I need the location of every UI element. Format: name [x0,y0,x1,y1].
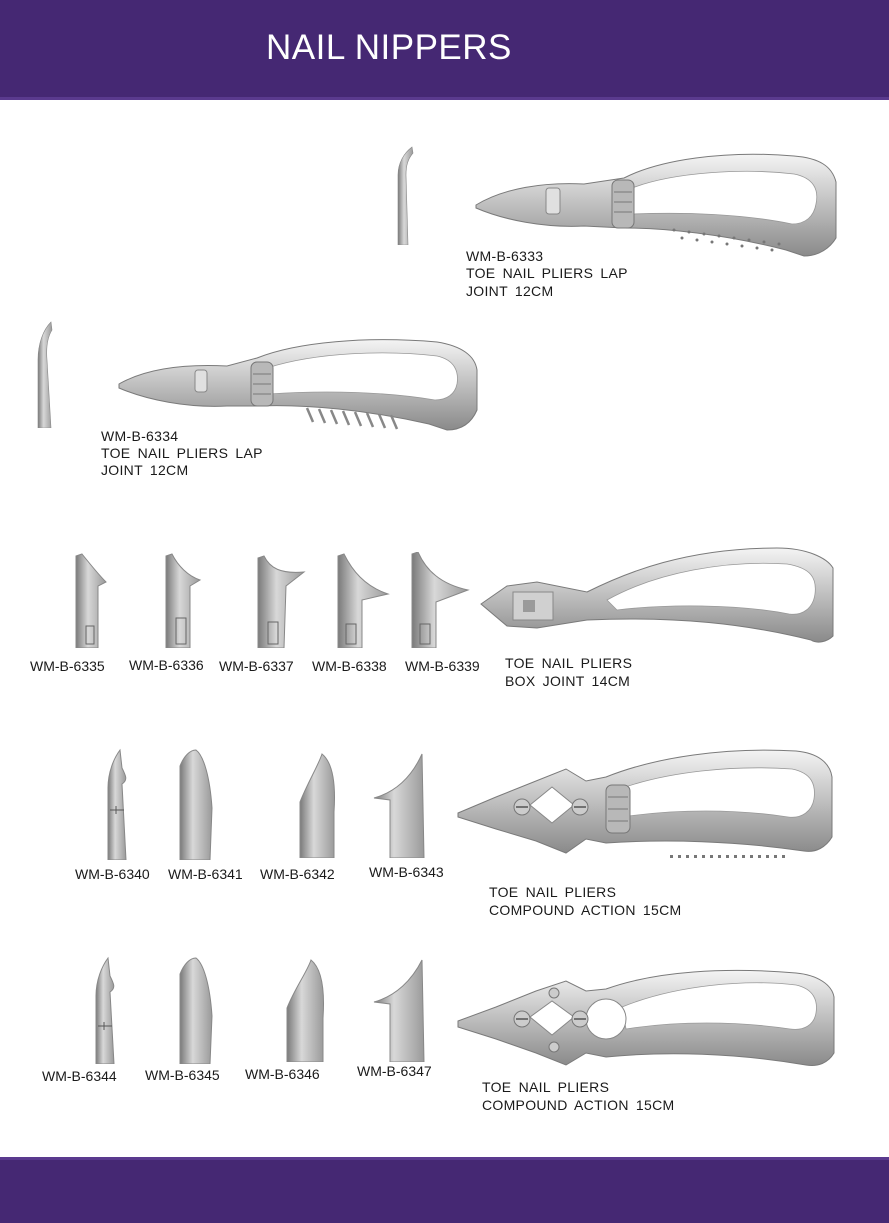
product-description-line1: TOE NAIL PLIERS [505,655,633,671]
product-code: WM-B-6346 [245,1066,320,1082]
tip-closeup-image [178,956,214,1064]
tip-closeup-image [254,552,306,648]
product-description-line1: TOE NAIL PLIERS LAP [101,445,263,461]
product-description-line1: TOE NAIL PLIERS LAP [466,265,628,281]
product-description-line1: TOE NAIL PLIERS [482,1079,610,1095]
product-code: WM-B-6336 [129,657,204,673]
product-code: WM-B-6341 [168,866,243,882]
product-description-line2: JOINT 12CM [101,462,189,478]
tip-closeup-image [298,752,338,858]
product-code: WM-B-6347 [357,1063,432,1079]
tip-closeup-image [72,552,108,648]
page-header [0,0,889,100]
product-code: WM-B-6342 [260,866,335,882]
nail-nipper-lap-joint-image [474,150,839,262]
page-title: NAIL NIPPERS [266,28,512,67]
tip-closeup-image [102,748,130,860]
tip-closeup-image [33,320,57,428]
tip-closeup-image [334,552,390,648]
product-code: WM-B-6343 [369,864,444,880]
page-footer [0,1157,889,1223]
tip-closeup-image [372,752,426,858]
product-code: WM-B-6339 [405,658,480,674]
product-code: WM-B-6334 [101,428,179,444]
tip-closeup-image [178,748,214,860]
product-code: WM-B-6337 [219,658,294,674]
product-code: WM-B-6335 [30,658,105,674]
tip-closeup-image [162,552,202,648]
tip-closeup-image [90,956,118,1064]
tip-closeup-image [372,958,426,1062]
tip-closeup-image [408,552,470,648]
product-code: WM-B-6340 [75,866,150,882]
tip-closeup-image [285,958,327,1062]
product-description-line2: BOX JOINT 14CM [505,673,631,689]
nail-nipper-compound-action-image [456,967,838,1071]
nail-nipper-box-joint-image [477,544,839,648]
product-code: WM-B-6333 [466,248,544,264]
tip-closeup-image [392,145,416,245]
nail-nipper-lap-joint-image [117,336,479,436]
nail-nipper-compound-action-image [456,747,836,862]
product-description-line2: COMPOUND ACTION 15CM [482,1097,675,1113]
product-code: WM-B-6344 [42,1068,117,1084]
product-code: WM-B-6338 [312,658,387,674]
product-description-line1: TOE NAIL PLIERS [489,884,617,900]
product-description-line2: COMPOUND ACTION 15CM [489,902,682,918]
product-code: WM-B-6345 [145,1067,220,1083]
product-description-line2: JOINT 12CM [466,283,554,299]
